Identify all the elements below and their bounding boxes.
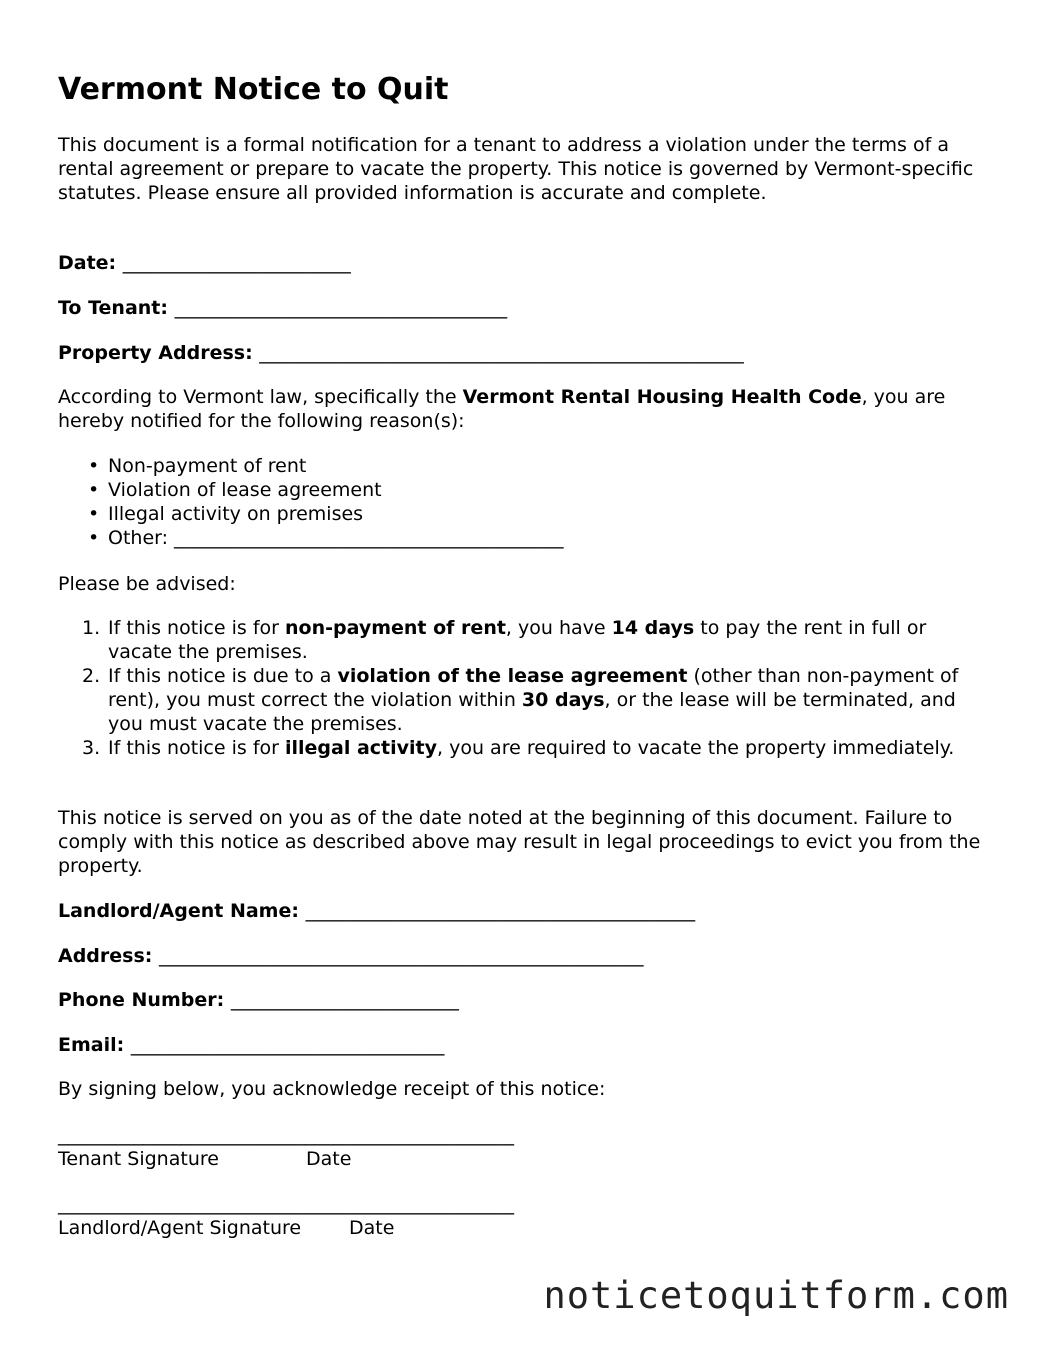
tenant-date-label: Date xyxy=(306,1148,352,1170)
advice-list xyxy=(58,616,988,760)
tenant-signature-label-row xyxy=(58,1147,351,1171)
phone-label: Phone Number: xyxy=(58,989,225,1011)
advice-item: 2. If this notice is due to a violation of the lease agreement (other than non-payment of rent), you must correct the violation within 30 days, or the lease will be terminated, and you must vacate the premises. xyxy=(82,665,959,735)
reason-item: • Other: _________________________________________ xyxy=(88,527,564,549)
email-blank: _________________________________ xyxy=(130,1034,445,1056)
tenant-signature-line: ________________________________________________ xyxy=(58,1124,514,1146)
advice-heading: Please be advised: xyxy=(58,573,236,595)
law-statement-post: , you are hereby notified for the following reason(s): xyxy=(58,386,946,432)
phone-field xyxy=(58,988,459,1012)
bullet-icon: • xyxy=(88,527,100,549)
date-blank: ________________________ xyxy=(122,252,351,274)
to-tenant-field xyxy=(58,296,507,320)
property-address-field xyxy=(58,341,744,365)
acknowledge-text: By signing below, you acknowledge receipt of this notice: xyxy=(58,1078,606,1100)
landlord-signature-label: Landlord/Agent Signature xyxy=(58,1217,302,1239)
address-label: Address: xyxy=(58,945,153,967)
served-statement: This notice is served on you as of the date noted at the beginning of this document. Failure to comply with this notice as described above may result in legal proceedings to evict you from the property. xyxy=(58,807,981,877)
tenant-signature-label: Tenant Signature xyxy=(58,1148,219,1170)
landlord-name-field xyxy=(58,899,695,923)
to-tenant-label: To Tenant: xyxy=(58,297,168,319)
landlord-name-label: Landlord/Agent Name: xyxy=(58,900,299,922)
intro-paragraph: This document is a formal notification for a tenant to address a violation under the terms of a rental agreement or prepare to vacate the property. This notice is governed by Vermont-specific statutes. Please ensure all provided information is accurate and complete. xyxy=(58,134,974,204)
date-field xyxy=(58,251,351,275)
property-address-blank: ___________________________________________________ xyxy=(259,342,744,364)
advice-item: 3. If this notice is for illegal activity, you are required to vacate the property immediately. xyxy=(82,737,955,759)
site-watermark: noticetoquitform.com xyxy=(543,1274,1009,1317)
landlord-date-label: Date xyxy=(349,1217,395,1239)
property-address-label: Property Address: xyxy=(58,342,253,364)
phone-blank: ________________________ xyxy=(230,989,459,1011)
address-field xyxy=(58,944,644,968)
reasons-list xyxy=(58,454,988,550)
law-statement-pre: According to Vermont law, specifically the xyxy=(58,386,463,408)
bullet-icon: • xyxy=(88,455,100,477)
landlord-signature-line: ________________________________________________ xyxy=(58,1193,514,1215)
address-blank: ___________________________________________________ xyxy=(159,945,644,967)
to-tenant-blank: ___________________________________ xyxy=(174,297,508,319)
email-field xyxy=(58,1033,444,1057)
email-label: Email: xyxy=(58,1034,125,1056)
law-statement xyxy=(58,385,988,433)
page-title: Vermont Notice to Quit xyxy=(58,72,449,107)
date-label: Date: xyxy=(58,252,117,274)
reason-item: • Violation of lease agreement xyxy=(88,479,382,501)
bullet-icon: • xyxy=(88,503,100,525)
landlord-name-blank: _________________________________________ xyxy=(305,900,696,922)
landlord-signature-label-row xyxy=(58,1216,394,1240)
reason-item: • Non-payment of rent xyxy=(88,455,307,477)
reason-item: • Illegal activity on premises xyxy=(88,503,364,525)
advice-item: 1. If this notice is for non-payment of rent, you have 14 days to pay the rent in full or vacate the premises. xyxy=(82,617,927,663)
bullet-icon: • xyxy=(88,479,100,501)
law-statement-code: Vermont Rental Housing Health Code xyxy=(462,386,862,408)
